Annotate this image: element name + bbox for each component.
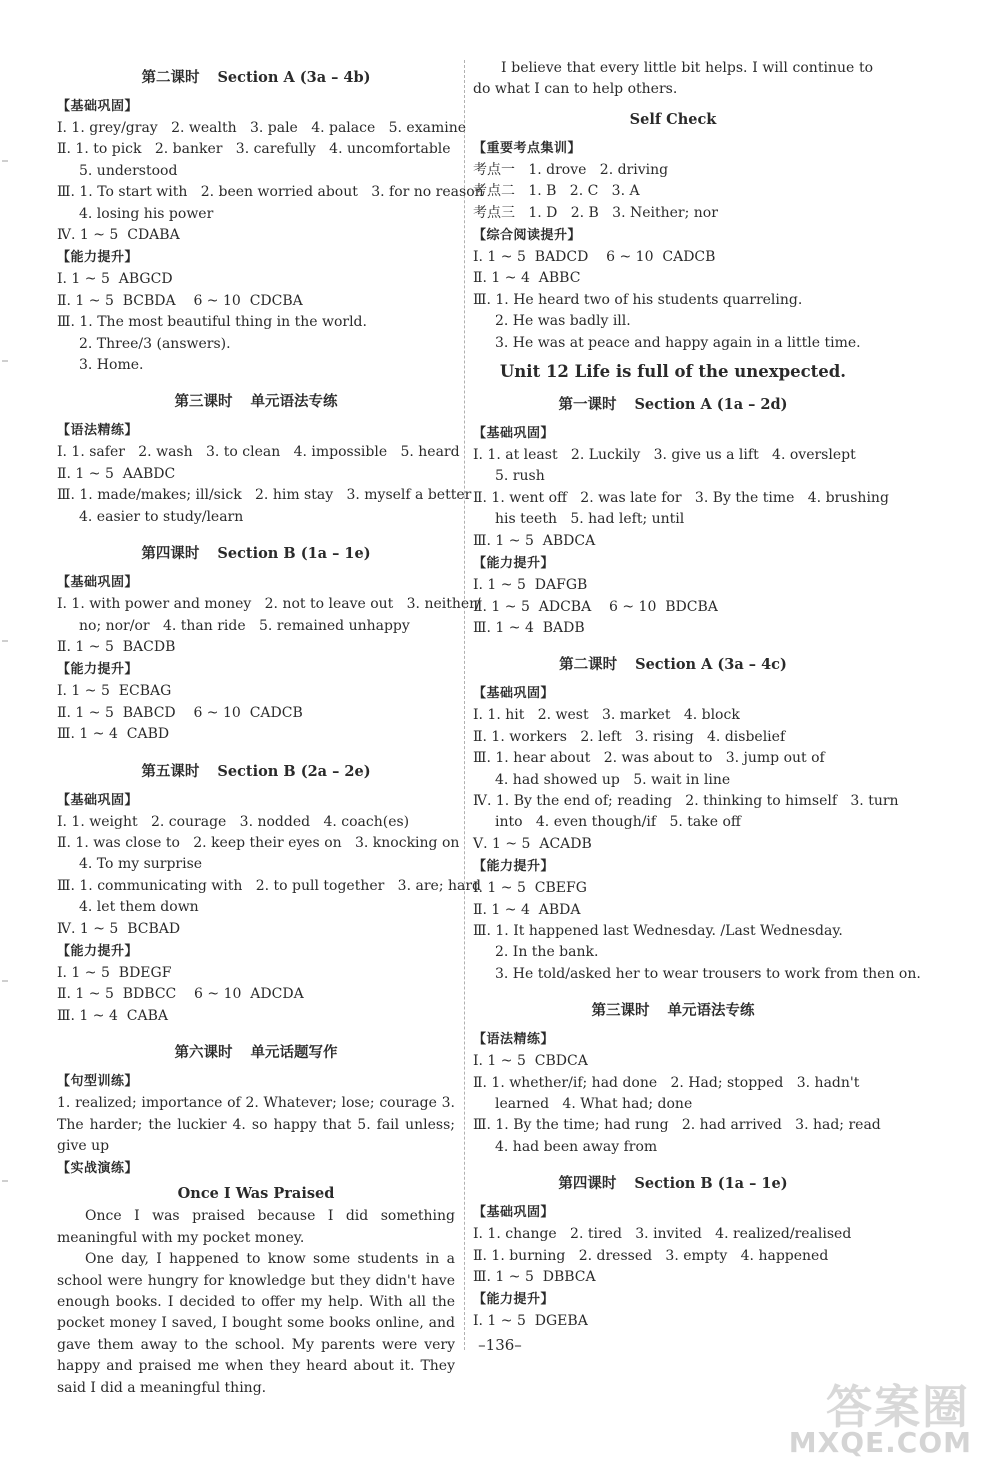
answer-line: Ⅰ. 1. grey/gray 2. wealth 3. pale 4. palace 5. examine [57, 120, 466, 136]
section-heading: 【重要考点集训】 [473, 140, 582, 156]
section-heading: 【基础巩固】 [473, 426, 555, 442]
essay-paragraph: I believe that every little bit helps. I will continue to do what I can to help others. [473, 60, 873, 98]
answer-line: Ⅱ. 1 ~ 5 BDBCC 6 ~ 10 ADCDA [57, 986, 304, 1003]
answer-line: 4. losing his power [79, 205, 214, 222]
answer-line: Ⅰ. 1. weight 2. courage 3. nodded 4. coach(es) [57, 813, 410, 830]
answer-line: Ⅱ. 1. went off 2. was late for 3. By the time 4. brushing [473, 489, 889, 506]
answer-line: Ⅱ. 1. workers 2. left 3. rising 4. disbelief [473, 728, 786, 745]
section-heading: 【基础巩固】 [473, 686, 555, 702]
section-heading: 【能力提升】 [57, 250, 139, 266]
answer-line: Ⅰ. 1 ~ 5 CBEFG [473, 880, 587, 897]
answer-line: Ⅲ. 1. The most beautiful thing in the world. [57, 314, 367, 331]
answer-line: 3. He was at peace and happy again in a little time. [495, 334, 861, 351]
lesson-number: 第二课时 [141, 69, 200, 86]
lesson-number: 第五课时 [141, 762, 200, 780]
watermark-logo-text: 答案圈 [826, 1380, 970, 1434]
section-heading: 【基础巩固】 [57, 575, 139, 591]
answer-paragraph: 1. realized; importance of 2. Whatever; lose; courage 3. The harder; the luckier 4. so happy that 5. fail unless; give up [57, 1095, 455, 1154]
left-column [57, 58, 484, 1399]
lesson-number: 第一课时 [558, 396, 617, 414]
answer-line: Ⅳ. 1. By the end of; reading 2. thinking to himself 3. turn [473, 792, 899, 809]
answer-line: 考点三 1. D 2. B 3. Neither; nor [473, 204, 718, 221]
lesson-title [57, 1041, 455, 1062]
answer-line: Ⅲ. 1. communicating with 2. to pull together 3. are; hard [57, 877, 481, 894]
essay-paragraph: Once I was praised because I did something meaningful with my pocket money. [57, 1208, 455, 1246]
section-heading: 【基础巩固】 [473, 1205, 555, 1221]
answer-line: learned 4. What had; done [495, 1096, 693, 1112]
answer-line: 2. In the bank. [495, 944, 599, 961]
answer-line: Ⅰ. 1 ~ 5 BADCD 6 ~ 10 CADCB [473, 249, 716, 266]
section-heading: 【能力提升】 [473, 556, 555, 572]
answer-line: 4. had showed up 5. wait in line [495, 771, 731, 788]
answer-line: 5. understood [79, 162, 178, 179]
answer-line: Ⅳ. 1 ~ 5 CDABA [57, 227, 180, 244]
answer-line: Ⅰ. 1 ~ 5 DGEBA [473, 1313, 588, 1330]
answer-line: Ⅲ. 1 ~ 4 CABA [57, 1007, 168, 1024]
lesson-title [57, 760, 455, 781]
scan-mark [2, 360, 8, 362]
answer-line: 3. He told/asked her to wear trousers to work from then on. [495, 965, 921, 982]
answer-line: Ⅰ. 1. safer 2. wash 3. to clean 4. impossible 5. heard [57, 444, 460, 461]
answer-line: Ⅲ. 1. To start with 2. been worried about 3. for no reason [57, 184, 484, 201]
answer-line: Ⅲ. 1. It happened last Wednesday. /Last Wednesday. [473, 922, 843, 939]
section-heading: 【句型训练】 [57, 1074, 139, 1090]
answer-line: Ⅱ. 1. burning 2. dressed 3. empty 4. happened [473, 1247, 829, 1264]
lesson-number: 第四课时 [558, 1175, 617, 1193]
watermark-url: MXQE.COM [788, 1426, 972, 1459]
section-heading: 【能力提升】 [473, 859, 555, 875]
answer-line: Ⅲ. 1. By the time; had rung 2. had arrived 3. had; read [473, 1117, 881, 1134]
answer-line: Ⅰ. 1. at least 2. Luckily 3. give us a lift 4. overslept [473, 447, 856, 464]
answer-line: Ⅱ. 1 ~ 5 BCBDA 6 ~ 10 CDCBA [57, 292, 303, 309]
answer-line: 4. To my surprise [79, 856, 203, 873]
answer-line: Ⅱ. 1 ~ 5 AABDC [57, 465, 176, 482]
lesson-number: 第三课时 [591, 1002, 650, 1020]
answer-line: Ⅰ. 1 ~ 5 BDEGF [57, 964, 172, 981]
answer-line: his teeth 5. had left; until [495, 511, 685, 528]
essay-title: Once I Was Praised [177, 1185, 335, 1203]
right-column [473, 58, 921, 1333]
answer-line: 4. easier to study/learn [79, 508, 244, 525]
answer-line: Ⅲ. 1 ~ 4 BADB [473, 619, 585, 636]
lesson-title [473, 653, 873, 674]
answer-line: Ⅰ. 1 ~ 5 DAFGB [473, 577, 588, 594]
lesson-section: 单元语法专练 [250, 393, 338, 411]
answer-line: 5. rush [495, 468, 545, 485]
answer-line: Ⅳ. 1 ~ 5 BCBAD [57, 920, 181, 937]
answer-line: Ⅱ. 1 ~ 5 BACDB [57, 638, 176, 655]
scan-mark [2, 640, 8, 642]
lesson-section: 单元语法专练 [667, 1002, 755, 1020]
section-heading: 【能力提升】 [57, 662, 139, 678]
lesson-section: Section A (3a – 4b) [217, 69, 371, 86]
answer-line: Ⅰ. 1. change 2. tired 3. invited 4. realized/realised [473, 1226, 852, 1243]
answer-line: Ⅲ. 1. made/makes; ill/sick 2. him stay 3. myself a better [57, 487, 472, 504]
site-watermark [782, 1365, 982, 1465]
answer-line: Ⅱ. 1. was close to 2. keep their eyes on 3. knocking on [57, 834, 460, 851]
section-heading: 【基础巩固】 [57, 99, 139, 114]
column-divider [464, 60, 465, 1350]
answer-line: Ⅲ. 1. hear about 2. was about to 3. jump out of [473, 750, 825, 767]
lesson-number: 第三课时 [174, 393, 233, 411]
section-heading: 【语法精练】 [473, 1032, 555, 1048]
lesson-title [473, 393, 873, 414]
answer-line: Ⅰ. 1. with power and money 2. not to leave out 3. neither/ [57, 596, 481, 613]
lesson-title [57, 542, 455, 563]
answer-line: Ⅰ. 1. hit 2. west 3. market 4. block [473, 707, 740, 724]
answer-line: Ⅱ. 1 ~ 4 ABDA [473, 901, 581, 918]
section-heading: 【综合阅读提升】 [473, 228, 582, 244]
lesson-title [473, 999, 873, 1020]
lesson-title [57, 66, 455, 87]
unit-title: Unit 12 Life is full of the unexpected. [499, 362, 847, 382]
answer-line: 2. He was badly ill. [495, 313, 631, 330]
answer-line: 考点一 1. drove 2. driving [473, 161, 669, 178]
answer-line: into 4. even though/if 5. take off [495, 814, 741, 831]
answer-line: Ⅲ. 1 ~ 4 CABD [57, 726, 170, 743]
lesson-section: Section B (2a – 2e) [217, 762, 371, 780]
answer-line: Ⅲ. 1. He heard two of his students quarreling. [473, 291, 803, 308]
answer-line: Ⅰ. 1 ~ 5 CBDCA [473, 1053, 588, 1070]
answer-line: Ⅱ. 1 ~ 4 ABBC [473, 270, 581, 287]
answer-line: Ⅱ. 1. to pick 2. banker 3. carefully 4. uncomfortable [57, 141, 451, 158]
answer-line: Ⅲ. 1 ~ 5 ABDCA [473, 532, 596, 549]
answer-line: 2. Three/3 (answers). [79, 335, 231, 352]
answer-line: Ⅰ. 1 ~ 5 ABGCD [57, 271, 173, 288]
lesson-number: 第四课时 [141, 545, 200, 563]
answer-line: Ⅴ. 1 ~ 5 ACADB [473, 835, 592, 852]
lesson-section: Section B (1a – 1e) [217, 545, 371, 563]
lesson-section: Section B (1a – 1e) [634, 1175, 788, 1193]
lesson-number: 第六课时 [174, 1044, 233, 1062]
answer-line: 考点二 1. B 2. C 3. A [473, 183, 640, 200]
self-check-title: Self Check [629, 110, 717, 128]
answer-line: Ⅰ. 1 ~ 5 ECBAG [57, 683, 172, 700]
answer-line: Ⅱ. 1 ~ 5 BABCD 6 ~ 10 CADCB [57, 704, 303, 721]
lesson-title [57, 390, 455, 411]
answer-line: Ⅱ. 1. whether/if; had done 2. Had; stopped 3. hadn't [473, 1074, 860, 1091]
lesson-title [473, 1172, 873, 1193]
answer-line: Ⅲ. 1 ~ 5 DBBCA [473, 1269, 596, 1286]
answer-line: 3. Home. [79, 357, 144, 374]
lesson-section: Section A (1a – 2d) [634, 396, 788, 414]
answer-line: 4. had been away from [495, 1138, 658, 1155]
section-heading: 【能力提升】 [57, 943, 139, 959]
scan-mark [2, 1180, 8, 1182]
lesson-number: 第二课时 [559, 656, 618, 674]
scan-mark [2, 160, 8, 162]
answer-line: no; nor/or 4. than ride 5. remained unhappy [79, 617, 410, 634]
lesson-section: 单元话题写作 [250, 1044, 338, 1062]
section-heading: 【基础巩固】 [57, 792, 139, 808]
answer-line: Ⅱ. 1 ~ 5 ADCBA 6 ~ 10 BDCBA [473, 598, 718, 615]
page-number: –136– [478, 1336, 522, 1354]
answer-line: 4. let them down [79, 899, 199, 916]
essay-paragraph: One day, I happened to know some students in a school were hungry for knowledge but they didn't have enough books. I decided to offer my help. With all the pocket money I saved, I bought some books online, and gave them away to the school. My parents were very happy and praised me when they heard about it. They said I did a meaningful thing. [57, 1251, 455, 1396]
section-heading: 【语法精练】 [57, 423, 139, 439]
lesson-section: Section A (3a – 4c) [635, 656, 787, 674]
section-heading: 【实战演练】 [57, 1161, 139, 1177]
section-heading: 【能力提升】 [473, 1292, 555, 1308]
scan-mark [2, 980, 8, 982]
